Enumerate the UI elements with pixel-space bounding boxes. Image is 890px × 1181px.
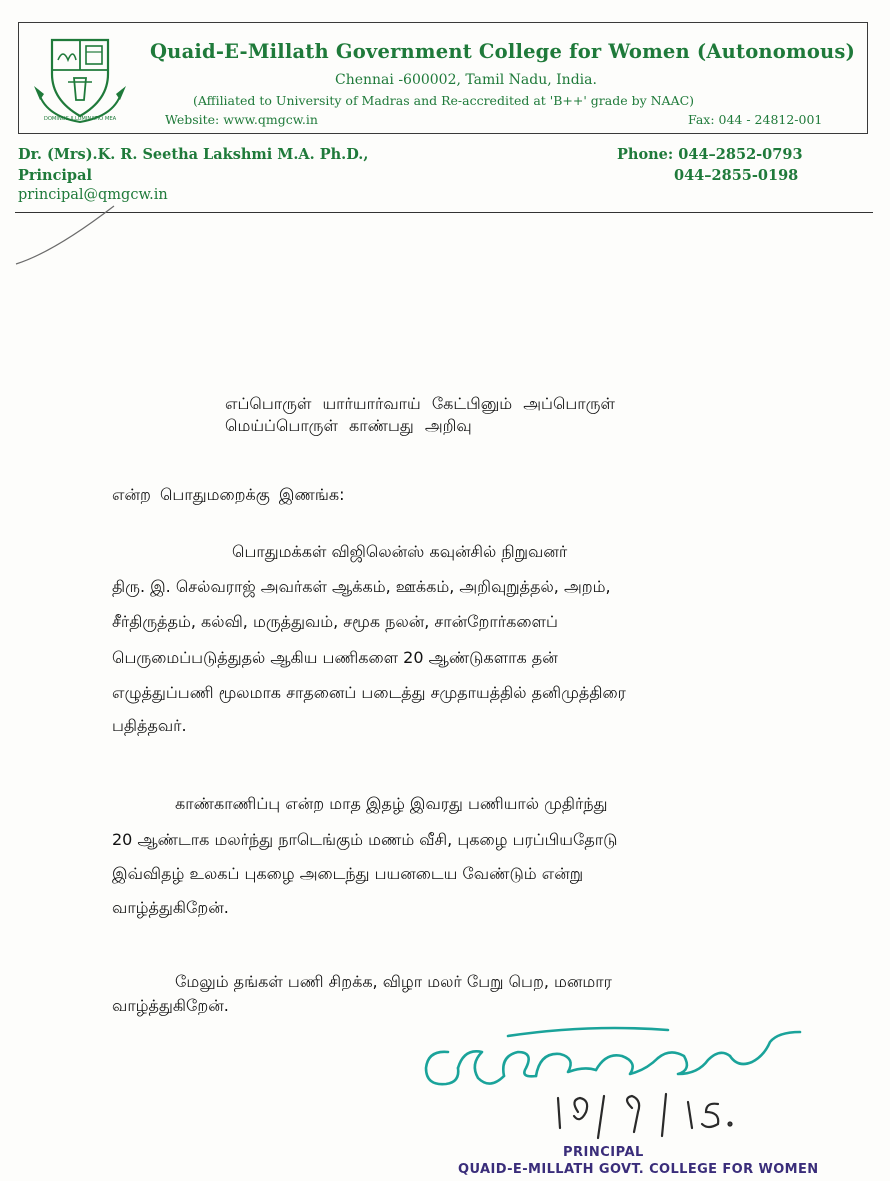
paragraph-line: இவ்விதழ் உலகப் புகழை அடைந்து பயனடைய வேண்டும் என்று: [112, 864, 584, 883]
stamp-principal-label: PRINCIPAL: [563, 1145, 644, 1160]
header-divider: [15, 212, 873, 213]
paragraph-line: மேலும் தங்கள் பணி சிறக்க, விழா மலர் பேறு பெற, மனமார: [175, 972, 612, 991]
sender-phone-2: 044–2855-0198: [674, 167, 799, 184]
paper-fold-mark: [14, 200, 124, 280]
sender-phone-1: Phone: 044–2852-0793: [617, 146, 803, 163]
signature-date: 10 / 9 / 15.: [408, 1012, 414, 1013]
logo-motto: DOMINUS ILLUMINATIO MEA: [43, 116, 117, 122]
paragraph-line: பதித்தவர்.: [112, 716, 187, 735]
paragraph-line: காண்காணிப்பு என்ற மாத இதழ் இவரது பணியால் முதிர்ந்து: [175, 794, 608, 813]
paragraph-line: வாழ்த்துகிறேன்.: [112, 898, 229, 917]
paragraph-line: சீர்திருத்தம், கல்வி, மருத்துவம், சமூக நலன், சான்றோர்களைப்: [112, 612, 558, 631]
kural-line-1: எப்பொருள் யார்யார்வாய் கேட்பினும் அப்பொருள்: [225, 394, 615, 413]
paragraph-line: பொதுமக்கள் விஜிலென்ஸ் கவுன்சில் நிறுவனர்: [232, 542, 568, 561]
sender-title: Principal: [18, 167, 92, 184]
college-address: Chennai -600002, Tamil Nadu, India.: [335, 72, 597, 88]
college-emblem-logo: [30, 30, 130, 126]
stamp-college-name: QUAID-E-MILLATH GOVT. COLLEGE FOR WOMEN: [458, 1162, 819, 1177]
college-fax: Fax: 044 - 24812-001: [688, 112, 823, 127]
sender-email: principal@qmgcw.in: [18, 187, 168, 203]
paragraph-line: பெருமைப்படுத்துதல் ஆகிய பணிகளை 20 ஆண்டுகளாக தன்: [112, 648, 558, 667]
college-website: Website: www.qmgcw.in: [165, 112, 318, 127]
college-name: Quaid-E-Millath Government College for Women (Autonomous): [150, 40, 856, 63]
college-affiliation: (Affiliated to University of Madras and Re-accredited at 'B++' grade by NAAC): [193, 93, 695, 108]
intro-line: என்ற பொதுமறைக்கு இணங்க:: [112, 485, 345, 504]
paragraph-line: வாழ்த்துகிறேன்.: [112, 996, 229, 1015]
paragraph-line: 20 ஆண்டாக மலர்ந்து நாடெங்கும் மணம் வீசி, புகழை பரப்பியதோடு: [112, 830, 618, 849]
paragraph-line: திரு. இ. செல்வராஜ் அவர்கள் ஆக்கம், ஊக்கம், அறிவுறுத்தல், அறம்,: [112, 577, 611, 596]
sender-name: Dr. (Mrs).K. R. Seetha Lakshmi M.A. Ph.D.,: [18, 146, 369, 163]
kural-line-2: மெய்ப்பொருள் காண்பது அறிவு: [225, 416, 472, 435]
paragraph-line: எழுத்துப்பணி மூலமாக சாதனைப் படைத்து சமுதாயத்தில் தனிமுத்திரை: [112, 683, 626, 702]
handwritten-signature: [408, 1012, 808, 1144]
